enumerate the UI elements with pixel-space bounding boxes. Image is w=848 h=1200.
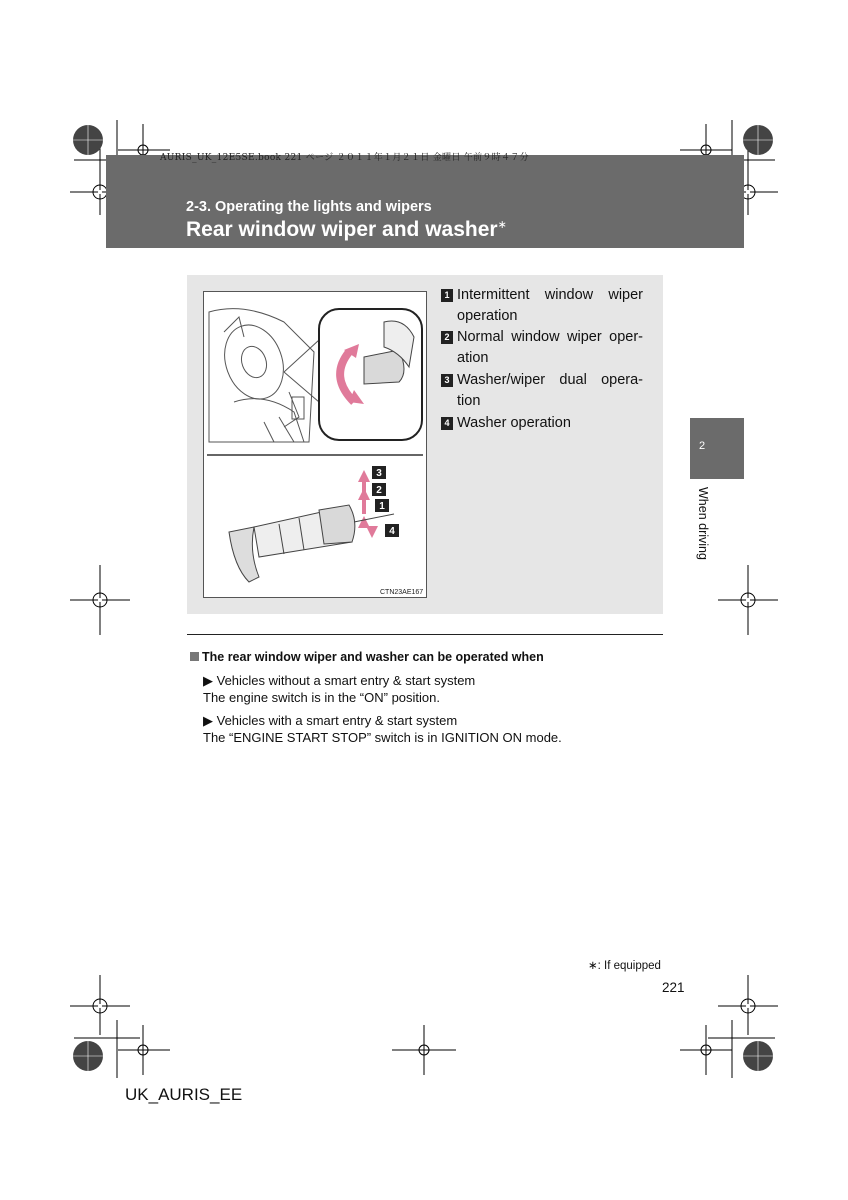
note-detail: The “ENGINE START STOP” switch is in IGNITION ON mode. xyxy=(203,730,562,745)
legend-item xyxy=(441,413,643,434)
callout-1: 1 xyxy=(379,501,385,512)
legend-text: Washer/wiper dual opera-tion xyxy=(457,372,643,409)
section-rule xyxy=(187,634,663,635)
title-mark: ∗ xyxy=(497,219,507,231)
legend-text: Washer operation xyxy=(457,415,571,431)
file-info: AURIS_UK_12E5SE.book 221 ページ ２０１１年１月２１日 金曜日 午前９時４７分 xyxy=(160,153,529,163)
note-heading-text: The rear window wiper and washer can be operated when xyxy=(202,650,544,664)
note-condition: ▶ Vehicles without a smart entry & start system xyxy=(203,673,476,688)
legend-number: 1 xyxy=(441,289,453,302)
legend-text: Normal window wiper oper-ation xyxy=(457,329,643,366)
document-code: UK_AURIS_EE xyxy=(125,1085,243,1104)
page-title-text: Rear window wiper and washer xyxy=(186,218,498,241)
chapter-label: When driving xyxy=(696,487,710,560)
note-detail: The engine switch is in the “ON” position. xyxy=(203,690,440,705)
footnote: ∗: If equipped xyxy=(588,960,661,972)
illustration-frame xyxy=(203,291,427,598)
legend-number: 3 xyxy=(441,374,453,387)
note-heading xyxy=(190,650,544,664)
wiper-lever-illustration xyxy=(204,292,426,597)
legend-number: 2 xyxy=(441,331,453,344)
square-bullet-icon xyxy=(190,652,199,661)
illustration-code: CTN23AE167 xyxy=(380,589,424,596)
section-label: 2-3. Operating the lights and wipers xyxy=(186,199,432,215)
callout-2: 2 xyxy=(376,485,382,496)
chapter-number: 2 xyxy=(699,440,706,452)
legend-item xyxy=(441,327,643,369)
legend-item xyxy=(441,370,643,412)
note-condition: ▶ Vehicles with a smart entry & start system xyxy=(203,713,458,728)
page-number: 221 xyxy=(662,980,685,995)
page-title xyxy=(186,218,507,242)
legend-text: Intermittent window wiper operation xyxy=(457,287,643,324)
callout-4: 4 xyxy=(389,526,395,537)
legend-item xyxy=(441,285,643,327)
callout-3: 3 xyxy=(376,468,382,479)
legend-number: 4 xyxy=(441,417,453,430)
